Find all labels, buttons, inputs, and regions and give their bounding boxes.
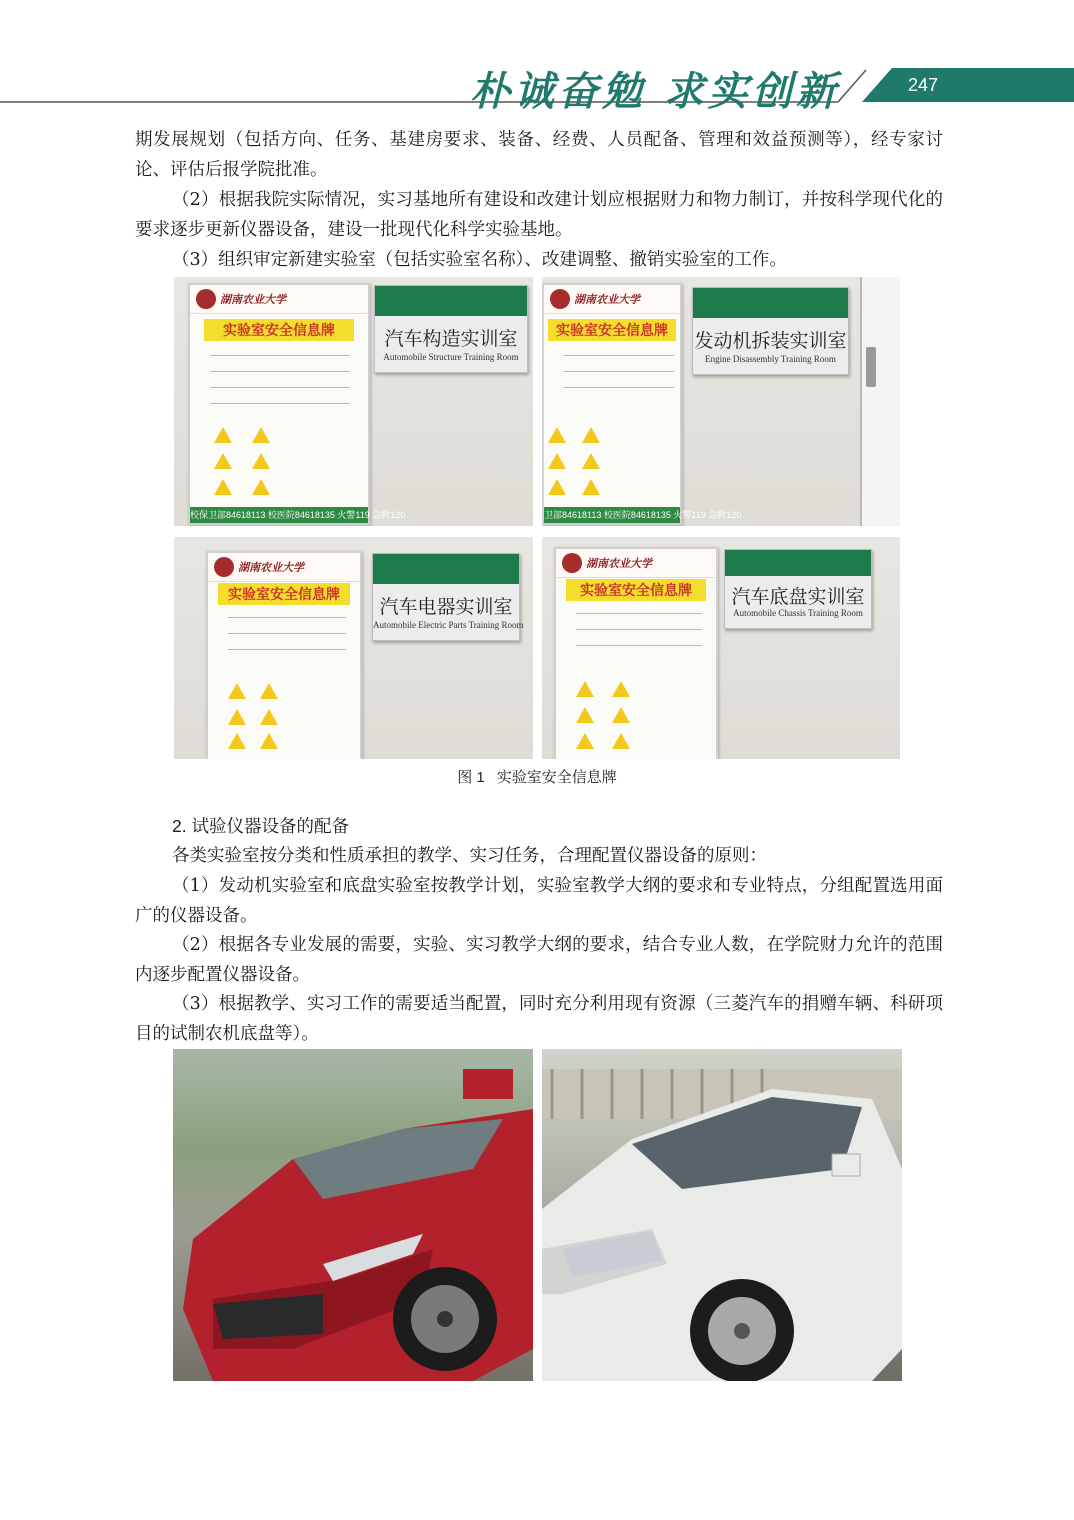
board-school-name: 湖南农业大学 — [238, 561, 304, 574]
board-school-name: 湖南农业大学 — [220, 293, 286, 306]
university-logo-icon — [562, 553, 582, 573]
board-title: 实验室安全信息牌 — [548, 319, 676, 341]
warning-icon — [576, 707, 594, 723]
warning-icon — [582, 479, 600, 495]
section-item-2: （2）根据各专业发展的需要，实验、实习教学大纲的要求，结合专业人数，在学院财力允许的范围内逐步配置仪器设备。 — [135, 935, 943, 985]
room-name-en: Automobile Chassis Training Room — [733, 608, 863, 618]
warning-icon — [582, 453, 600, 469]
warning-icon — [548, 453, 566, 469]
page-header — [0, 0, 1074, 115]
warning-icon — [214, 453, 232, 469]
white-suv-illustration — [542, 1049, 902, 1381]
room-name-en: Automobile Electric Parts Training Room — [373, 620, 524, 630]
warning-icon — [576, 681, 594, 697]
paragraph-3: （3）组织审定新建实验室（包括实验室名称）、改建调整、撤销实验室的工作。 — [172, 250, 787, 270]
board-title: 实验室安全信息牌 — [218, 583, 350, 605]
warning-icon — [260, 683, 278, 699]
warning-icon — [548, 427, 566, 443]
room-name-en: Automobile Structure Training Room — [383, 352, 519, 362]
safety-info-board — [206, 551, 362, 759]
photo-lab-sign-structure — [174, 277, 533, 526]
warning-icon — [612, 681, 630, 697]
safety-info-board — [542, 283, 742, 525]
room-name-cn: 汽车底盘实训室 — [731, 586, 865, 608]
warning-icon — [612, 707, 630, 723]
room-name-cn: 汽车构造实训室 — [384, 328, 518, 350]
paragraph-2: （2）根据我院实际情况，实习基地所有建设和改建计划应根据财力和物力制订，并按科学现代化的要求逐步更新仪器设备，建设一批现代化科学实验基地。 — [135, 190, 943, 240]
header-motto: 朴诚奋勉 求实创新 — [470, 68, 840, 115]
section-item-3: （3）根据教学、实习工作的需要适当配置，同时充分利用现有资源（三菱汽车的捐赠车辆、科研项目的试制农机底盘等）。 — [135, 994, 943, 1044]
photo-lab-sign-electric — [174, 537, 533, 759]
warning-icon — [612, 733, 630, 749]
room-name-cn: 发动机拆装实训室 — [694, 330, 847, 352]
warning-icon — [576, 733, 594, 749]
room-nameplate — [374, 285, 528, 373]
university-logo-icon — [196, 289, 216, 309]
warning-icon — [252, 479, 270, 495]
paragraph-1: 期发展规划（包括方向、任务、基建房要求、装备、经费、人员配备、管理和效益预测等），经专家讨论、评估后报学院批准。 — [135, 130, 943, 180]
board-school-name: 湖南农业大学 — [586, 557, 652, 570]
board-footer: 校保卫部84618113 校医院84618135 火警119 急救120 — [190, 507, 368, 523]
warning-icon — [260, 733, 278, 749]
photo-red-car — [173, 1049, 533, 1381]
section-intro: 各类实验室按分类和性质承担的教学、实习任务，合理配置仪器设备的原则： — [172, 846, 767, 866]
warning-icon — [252, 453, 270, 469]
board-title: 实验室安全信息牌 — [204, 319, 354, 341]
photo-lab-sign-engine — [542, 277, 900, 526]
door-frame — [860, 277, 900, 526]
board-title: 实验室安全信息牌 — [566, 579, 706, 601]
room-nameplate — [692, 287, 849, 375]
room-name-cn: 汽车电器实训室 — [379, 596, 513, 618]
photo-white-car — [542, 1049, 902, 1381]
section-item-1: （1）发动机实验室和底盘实验室按教学计划，实验室教学大纲的要求和专业特点，分组配置选用面广的仪器设备。 — [135, 876, 943, 926]
figure-1-caption — [0, 766, 1074, 787]
warning-icon — [228, 709, 246, 725]
warning-icon — [252, 427, 270, 443]
figure-1-caption-text: 实验室安全信息牌 — [496, 769, 617, 786]
board-school-name: 湖南农业大学 — [574, 293, 640, 306]
warning-icon — [548, 479, 566, 495]
photo-lab-sign-chassis — [542, 537, 900, 759]
warning-icon — [228, 733, 246, 749]
warning-icon — [228, 683, 246, 699]
safety-info-board — [188, 283, 406, 525]
room-nameplate — [372, 553, 524, 641]
warning-icon — [260, 709, 278, 725]
safety-info-board — [554, 547, 718, 759]
room-name-en: Engine Disassembly Training Room — [705, 354, 836, 364]
page-number: 247 — [908, 75, 939, 95]
figure-1-caption-number: 图 1 — [457, 769, 485, 786]
room-nameplate — [724, 549, 872, 629]
warning-icon — [214, 479, 232, 495]
section-heading: 2. 试验仪器设备的配备 — [172, 816, 349, 836]
red-suv-illustration — [173, 1049, 533, 1381]
warning-icon — [214, 427, 232, 443]
board-footer: 卫部84618113 校医院84618135 火警119 急救120 — [544, 507, 680, 523]
university-logo-icon — [550, 289, 570, 309]
university-logo-icon — [214, 557, 234, 577]
warning-icon — [582, 427, 600, 443]
